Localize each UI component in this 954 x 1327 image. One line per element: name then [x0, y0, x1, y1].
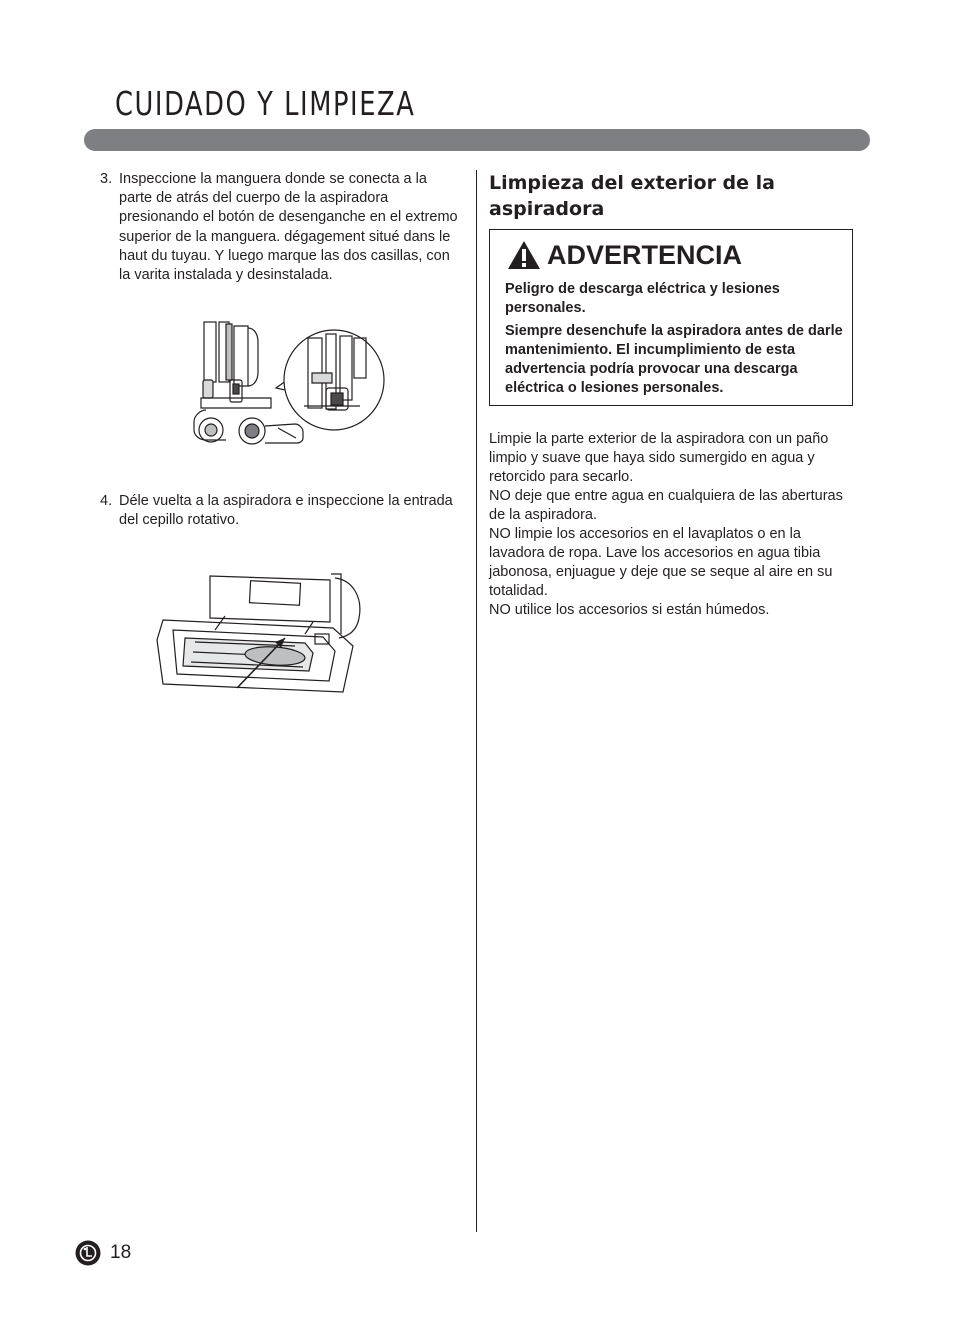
warning-box — [489, 229, 853, 406]
brushroll-inlet-illustration — [155, 568, 380, 693]
page-number: 18 — [110, 1242, 132, 1263]
body-text — [489, 430, 859, 620]
warning-title — [507, 238, 742, 272]
step-number: 3. — [100, 171, 113, 187]
step-3 — [100, 170, 460, 285]
warning-title-text: ADVERTENCIA — [547, 239, 743, 270]
step-number: 4. — [100, 493, 113, 509]
column-divider — [476, 170, 477, 1232]
title-bar — [84, 129, 870, 151]
step-text: Inspeccione la manguera donde se conecta a la parte de atrás del cuerpo de la aspiradora presionando el botón de desenganche en el extremo superior de la manguera. dégagement situé dans le haut du tuyau. Y luego marque las dos casillas, con la varita instalada y desinstalada. — [119, 171, 458, 284]
step-4 — [100, 492, 460, 530]
body-paragraph: NO deje que entre agua en cualquiera de las aberturas de la aspiradora. — [489, 488, 843, 523]
warning-paragraph-1: Peligro de descarga eléctrica y lesiones personales. — [505, 281, 780, 316]
warning-paragraph-2: Siempre desenchufe la aspiradora antes de darle mantenimiento. El incumplimiento de esta advertencia podría provocar una descarga eléctrica o lesiones personales. — [505, 323, 843, 396]
lg-logo-icon — [75, 1240, 101, 1266]
warning-triangle-icon — [507, 240, 541, 270]
body-paragraph: Limpie la parte exterior de la aspiradora con un paño limpio y suave que haya sido sumergido en agua y retorcido para secarlo. — [489, 431, 829, 485]
page-title: CUIDADO Y LIMPIEZA — [115, 84, 416, 123]
vacuum-hose-illustration — [186, 318, 386, 453]
page-footer — [75, 1240, 131, 1266]
step-text: Déle vuelta a la aspiradora e inspeccione la entrada del cepillo rotativo. — [119, 493, 453, 529]
section-heading: Limpieza del exterior de la aspiradora — [489, 172, 775, 220]
body-paragraph: NO utilice los accesorios si están húmedos. — [489, 602, 770, 618]
body-paragraph: NO limpie los accesorios en el lavaplatos o en la lavadora de ropa. Lave los accesorios en agua tibia jabonosa, enjuague y deje que se seque al aire en su totalidad. — [489, 526, 833, 599]
